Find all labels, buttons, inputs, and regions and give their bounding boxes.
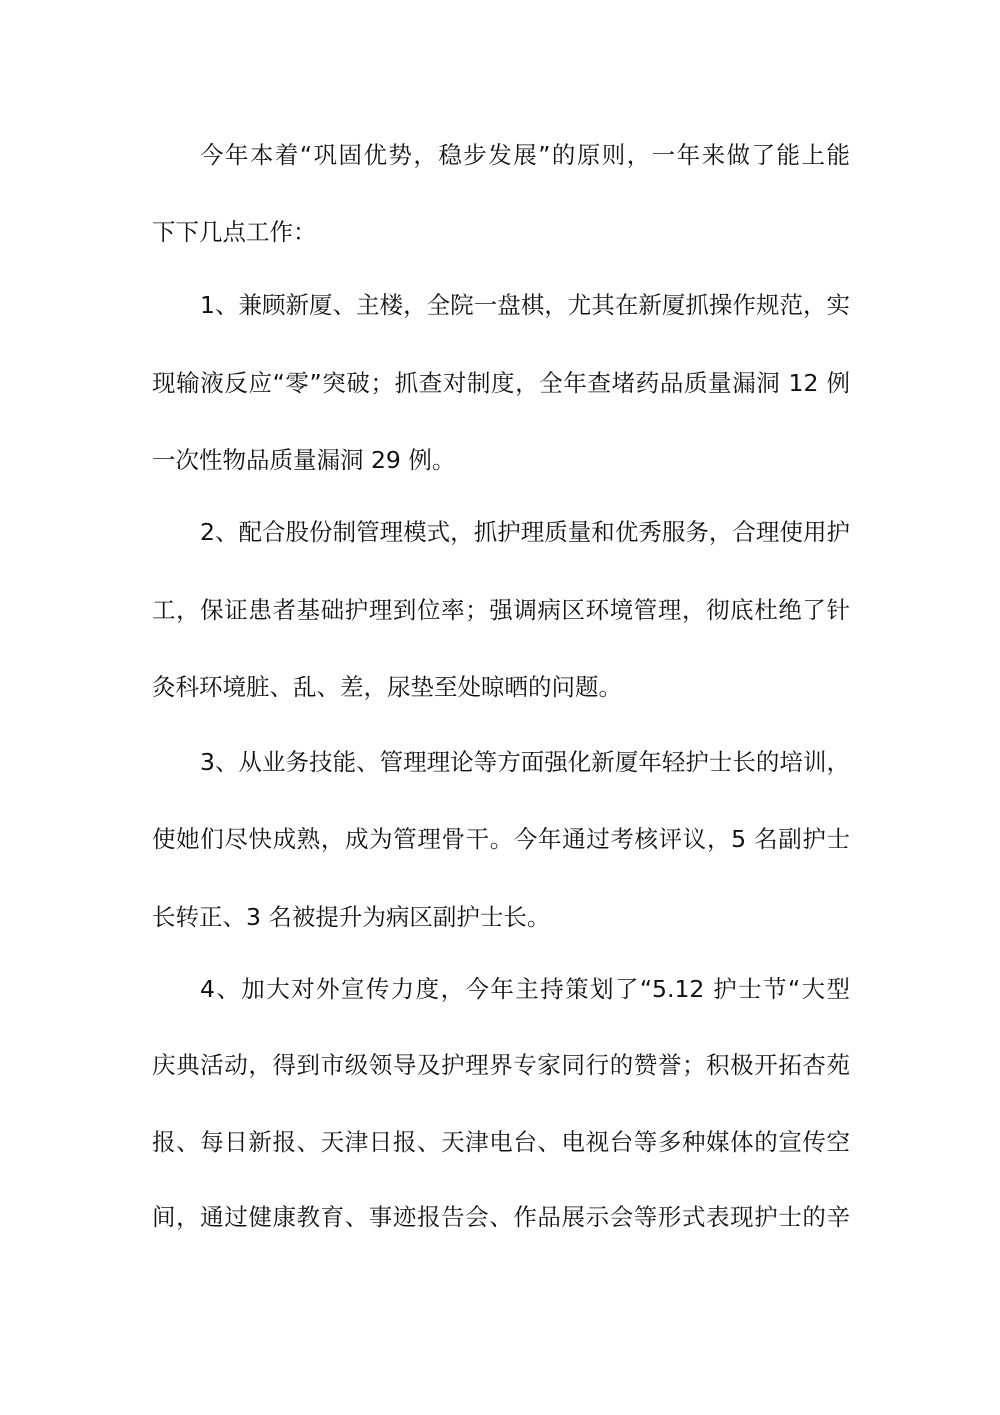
- item-3-line-2: 使她们尽快成熟，成为管理骨干。今年通过考核评议，5 名副护士: [152, 825, 850, 853]
- item-4-line-2: 庆典活动，得到市级领导及护理界专家同行的赞誉；积极开拓杏苑: [152, 1051, 850, 1079]
- item-2-line-2: 工，保证患者基础护理到位率；强调病区环境管理，彻底杜绝了针: [152, 596, 850, 624]
- intro-line-1: 今年本着“巩固优势，稳步发展”的原则，一年来做了能上能: [200, 141, 850, 169]
- item-3-line-3: 长转正、3 名被提升为病区副护士长。: [152, 903, 551, 931]
- intro-line-2: 下下几点工作：: [152, 218, 317, 246]
- item-4-line-3: 报、每日新报、天津日报、天津电台、电视台等多种媒体的宣传空: [152, 1128, 850, 1156]
- item-1-line-2: 现输液反应“零”突破；抓查对制度，全年查堵药品质量漏洞 12 例: [152, 369, 850, 397]
- item-1-line-3: 一次性物品质量漏洞 29 例。: [152, 446, 456, 474]
- item-3-line-1: 3、从业务技能、管理理论等方面强化新厦年轻护士长的培训，: [200, 748, 850, 776]
- item-2-line-3: 灸科环境脏、乱、差，尿垫至处晾晒的问题。: [152, 673, 622, 701]
- item-4-line-1: 4、加大对外宣传力度，今年主持策划了“5.12 护士节“大型: [200, 975, 850, 1003]
- item-2-line-1: 2、配合股份制管理模式，抓护理质量和优秀服务，合理使用护: [200, 518, 850, 546]
- item-4-line-4: 间，通过健康教育、事迹报告会、作品展示会等形式表现护士的辛: [152, 1203, 850, 1231]
- item-1-line-1: 1、兼顾新厦、主楼，全院一盘棋，尤其在新厦抓操作规范，实: [200, 291, 850, 319]
